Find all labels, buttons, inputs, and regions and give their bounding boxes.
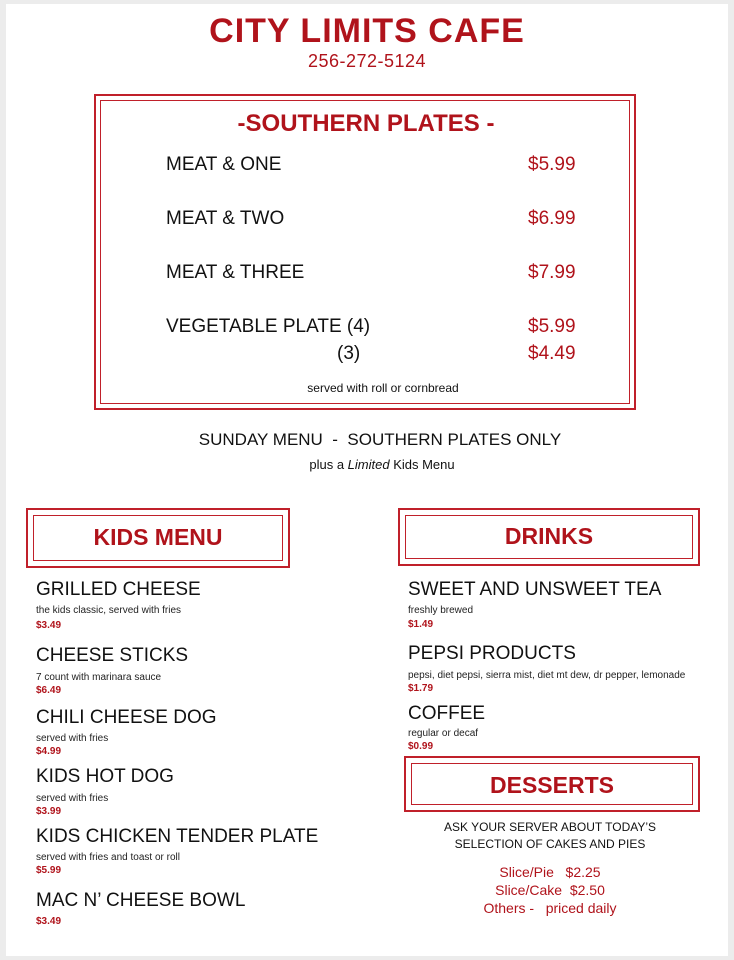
kids-menu-title: KIDS MENU — [93, 524, 223, 550]
kids-item-price: $6.49 — [36, 685, 62, 696]
drink-item-price: $1.79 — [408, 683, 434, 694]
sunday-menu-line: SUNDAY MENU - SOUTHERN PLATES ONLY — [198, 430, 562, 449]
drink-item-desc: freshly brewed — [408, 605, 474, 616]
kids-item-name: KIDS CHICKEN TENDER PLATE — [36, 826, 319, 847]
plate-price: $4.49 — [528, 343, 576, 364]
plate-price: $5.99 — [528, 316, 576, 337]
dessert-price: Slice/Pie $2.25 — [499, 864, 601, 880]
kids-item-name: KIDS HOT DOG — [36, 766, 174, 787]
cafe-title: CITY LIMITS CAFE — [209, 12, 525, 50]
drink-item-name: COFFEE — [408, 703, 486, 724]
plate-name: (3) — [337, 343, 361, 364]
kids-item-price: $5.99 — [36, 865, 62, 876]
plate-price: $5.99 — [528, 154, 576, 175]
kids-item-name: CHEESE STICKS — [36, 645, 189, 666]
drink-item-desc: pepsi, diet pepsi, sierra mist, diet mt dew, dr pepper, lemonade — [408, 670, 686, 681]
desserts-title: DESSERTS — [490, 772, 614, 798]
drink-item-price: $1.49 — [408, 619, 434, 630]
drinks-title: DRINKS — [504, 523, 594, 549]
drink-item-price: $0.99 — [408, 741, 434, 752]
dessert-price: Slice/Cake $2.50 — [495, 882, 605, 898]
sunday-subline-prefix: plus a — [309, 457, 348, 472]
drink-item-desc: regular or decaf — [408, 728, 479, 739]
plate-name: VEGETABLE PLATE (4) — [166, 316, 371, 337]
kids-item-desc: served with fries and toast or roll — [36, 852, 180, 863]
kids-item-name: GRILLED CHEESE — [36, 579, 201, 600]
kids-item-price: $3.49 — [36, 916, 62, 927]
kids-item-name: MAC N’ CHEESE BOWL — [36, 890, 246, 911]
dessert-price: Others - priced daily — [483, 900, 617, 916]
cafe-phone: 256-272-5124 — [307, 51, 427, 71]
kids-item-name: CHILI CHEESE DOG — [36, 707, 217, 728]
sunday-menu-subline — [0, 457, 734, 472]
kids-item-price: $3.49 — [36, 620, 62, 631]
kids-item-desc: 7 count with marinara sauce — [36, 672, 162, 683]
kids-item-desc: served with fries — [36, 733, 109, 744]
kids-item-price: $4.99 — [36, 746, 62, 757]
desserts-line2: SELECTION OF CAKES AND PIES — [454, 837, 646, 851]
plate-price: $6.99 — [528, 208, 576, 229]
sunday-subline-suffix: Kids Menu — [389, 457, 455, 472]
desserts-line1: ASK YOUR SERVER ABOUT TODAY’S — [443, 820, 657, 834]
kids-item-price: $3.99 — [36, 806, 62, 817]
kids-item-desc: the kids classic, served with fries — [36, 605, 182, 616]
plate-name: MEAT & THREE — [166, 262, 305, 283]
kids-item-desc: served with fries — [36, 793, 109, 804]
plate-name: MEAT & ONE — [166, 154, 282, 175]
southern-plates-note: served with roll or cornbread — [307, 381, 459, 395]
plate-price: $7.99 — [528, 262, 576, 283]
drink-item-name: SWEET AND UNSWEET TEA — [408, 579, 662, 600]
southern-plates-title: -SOUTHERN PLATES - — [237, 110, 495, 137]
sunday-subline-italic: Limited — [347, 457, 390, 472]
drink-item-name: PEPSI PRODUCTS — [408, 643, 576, 664]
plate-name: MEAT & TWO — [166, 208, 285, 229]
